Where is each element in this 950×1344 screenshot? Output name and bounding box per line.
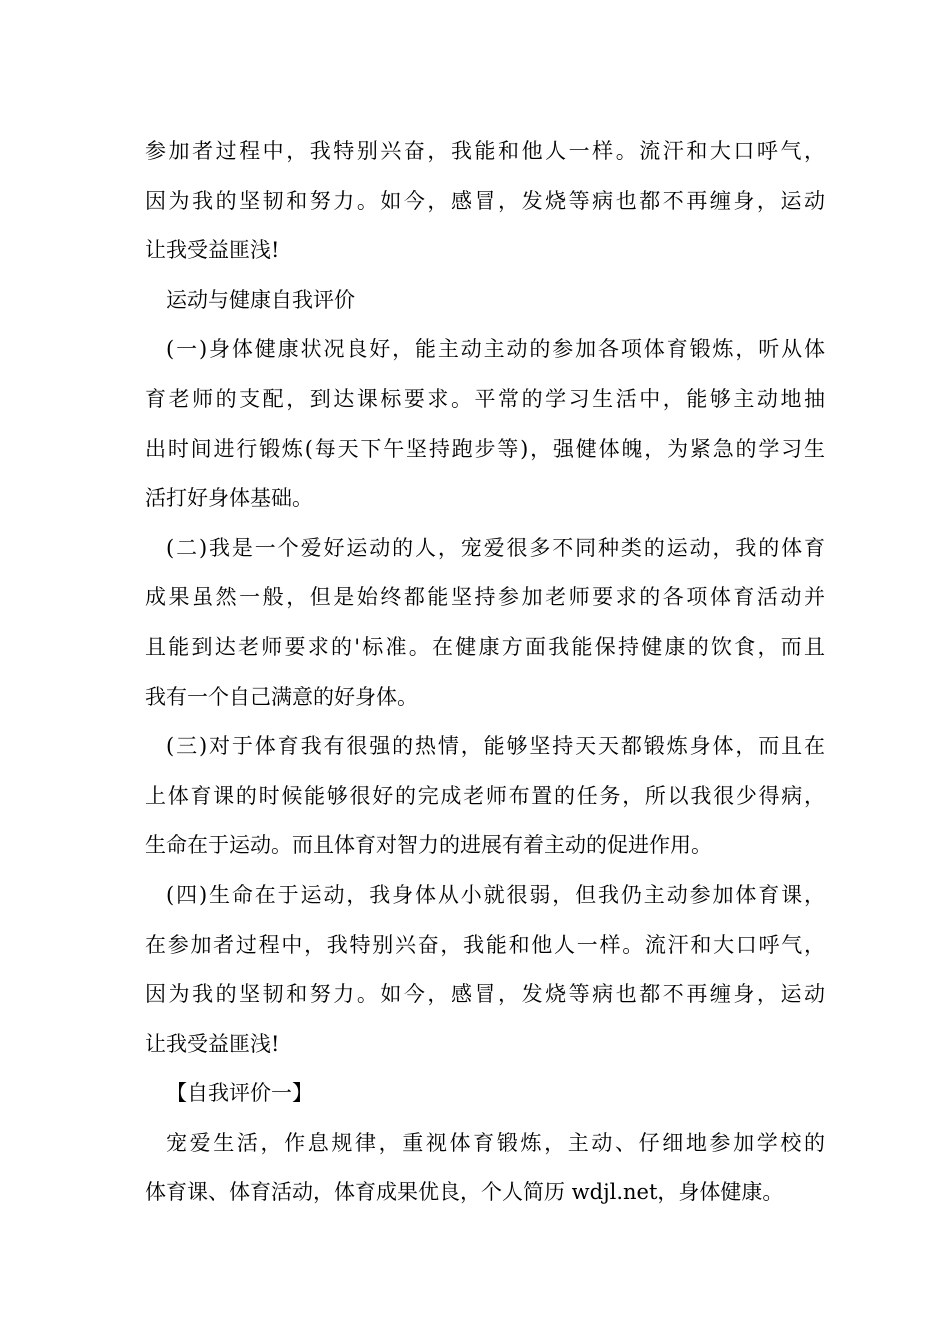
text-line: 因为我的坚韧和努力。如今，感冒，发烧等病也都不再缠身，运动 [145, 982, 825, 1007]
text-line: 出时间进行锻炼(每天下午坚持跑步等)，强健体魄，为紧急的学习生 [145, 436, 825, 461]
text-line: 我有一个自己满意的好身体。 [145, 684, 418, 709]
text-line: 运动与健康自我评价 [166, 287, 355, 312]
text-line: 成果虽然一般，但是始终都能坚持参加老师要求的各项体育活动并 [145, 585, 825, 610]
text-line: 体育课、体育活动，体育成果优良，个人简历 wdjl.net，身体健康。 [145, 1180, 784, 1205]
text-line: 参加者过程中，我特别兴奋，我能和他人一样。流汗和大口呼气， [145, 139, 825, 163]
paragraph [145, 1119, 825, 1218]
paragraph [145, 524, 825, 722]
paragraph [145, 127, 825, 276]
text-line: (四)生命在于运动，我身体从小就很弱，但我仍主动参加体育课， [166, 882, 825, 907]
paragraph [145, 871, 825, 1069]
document-body [145, 127, 825, 1218]
text-line: 宠爱生活，作息规律，重视体育锻炼，主动、仔细地参加学校的 [166, 1130, 825, 1155]
text-line: (一)身体健康状况良好，能主动主动的参加各项体育锻炼，听从体 [166, 337, 825, 362]
text-line: 育老师的支配，到达课标要求。平常的学习生活中，能够主动地抽 [145, 386, 825, 411]
text-line: 上体育课的时候能够很好的完成老师布置的任务，所以我很少得病， [145, 783, 825, 808]
text-line: (三)对于体育我有很强的热情，能够坚持天天都锻炼身体，而且在 [166, 734, 825, 759]
text-line: (二)我是一个爱好运动的人，宠爱很多不同种类的运动，我的体育 [166, 535, 825, 560]
text-line: 生命在于运动。而且体育对智力的进展有着主动的促进作用。 [145, 833, 712, 858]
paragraph [145, 276, 825, 326]
paragraph [145, 1069, 825, 1119]
text-line: 活打好身体基础。 [145, 486, 313, 511]
text-line: 让我受益匪浅! [145, 238, 280, 263]
paragraph [145, 722, 825, 871]
text-line: 且能到达老师要求的'标准。在健康方面我能保持健康的饮食，而且 [145, 634, 825, 659]
text-line: 因为我的坚韧和努力。如今，感冒，发烧等病也都不再缠身，运动 [145, 188, 825, 213]
text-line: 让我受益匪浅! [145, 1031, 280, 1056]
paragraph [145, 325, 825, 523]
text-line: 【自我评价一】 [166, 1081, 313, 1106]
text-line: 在参加者过程中，我特别兴奋，我能和他人一样。流汗和大口呼气， [145, 932, 825, 957]
